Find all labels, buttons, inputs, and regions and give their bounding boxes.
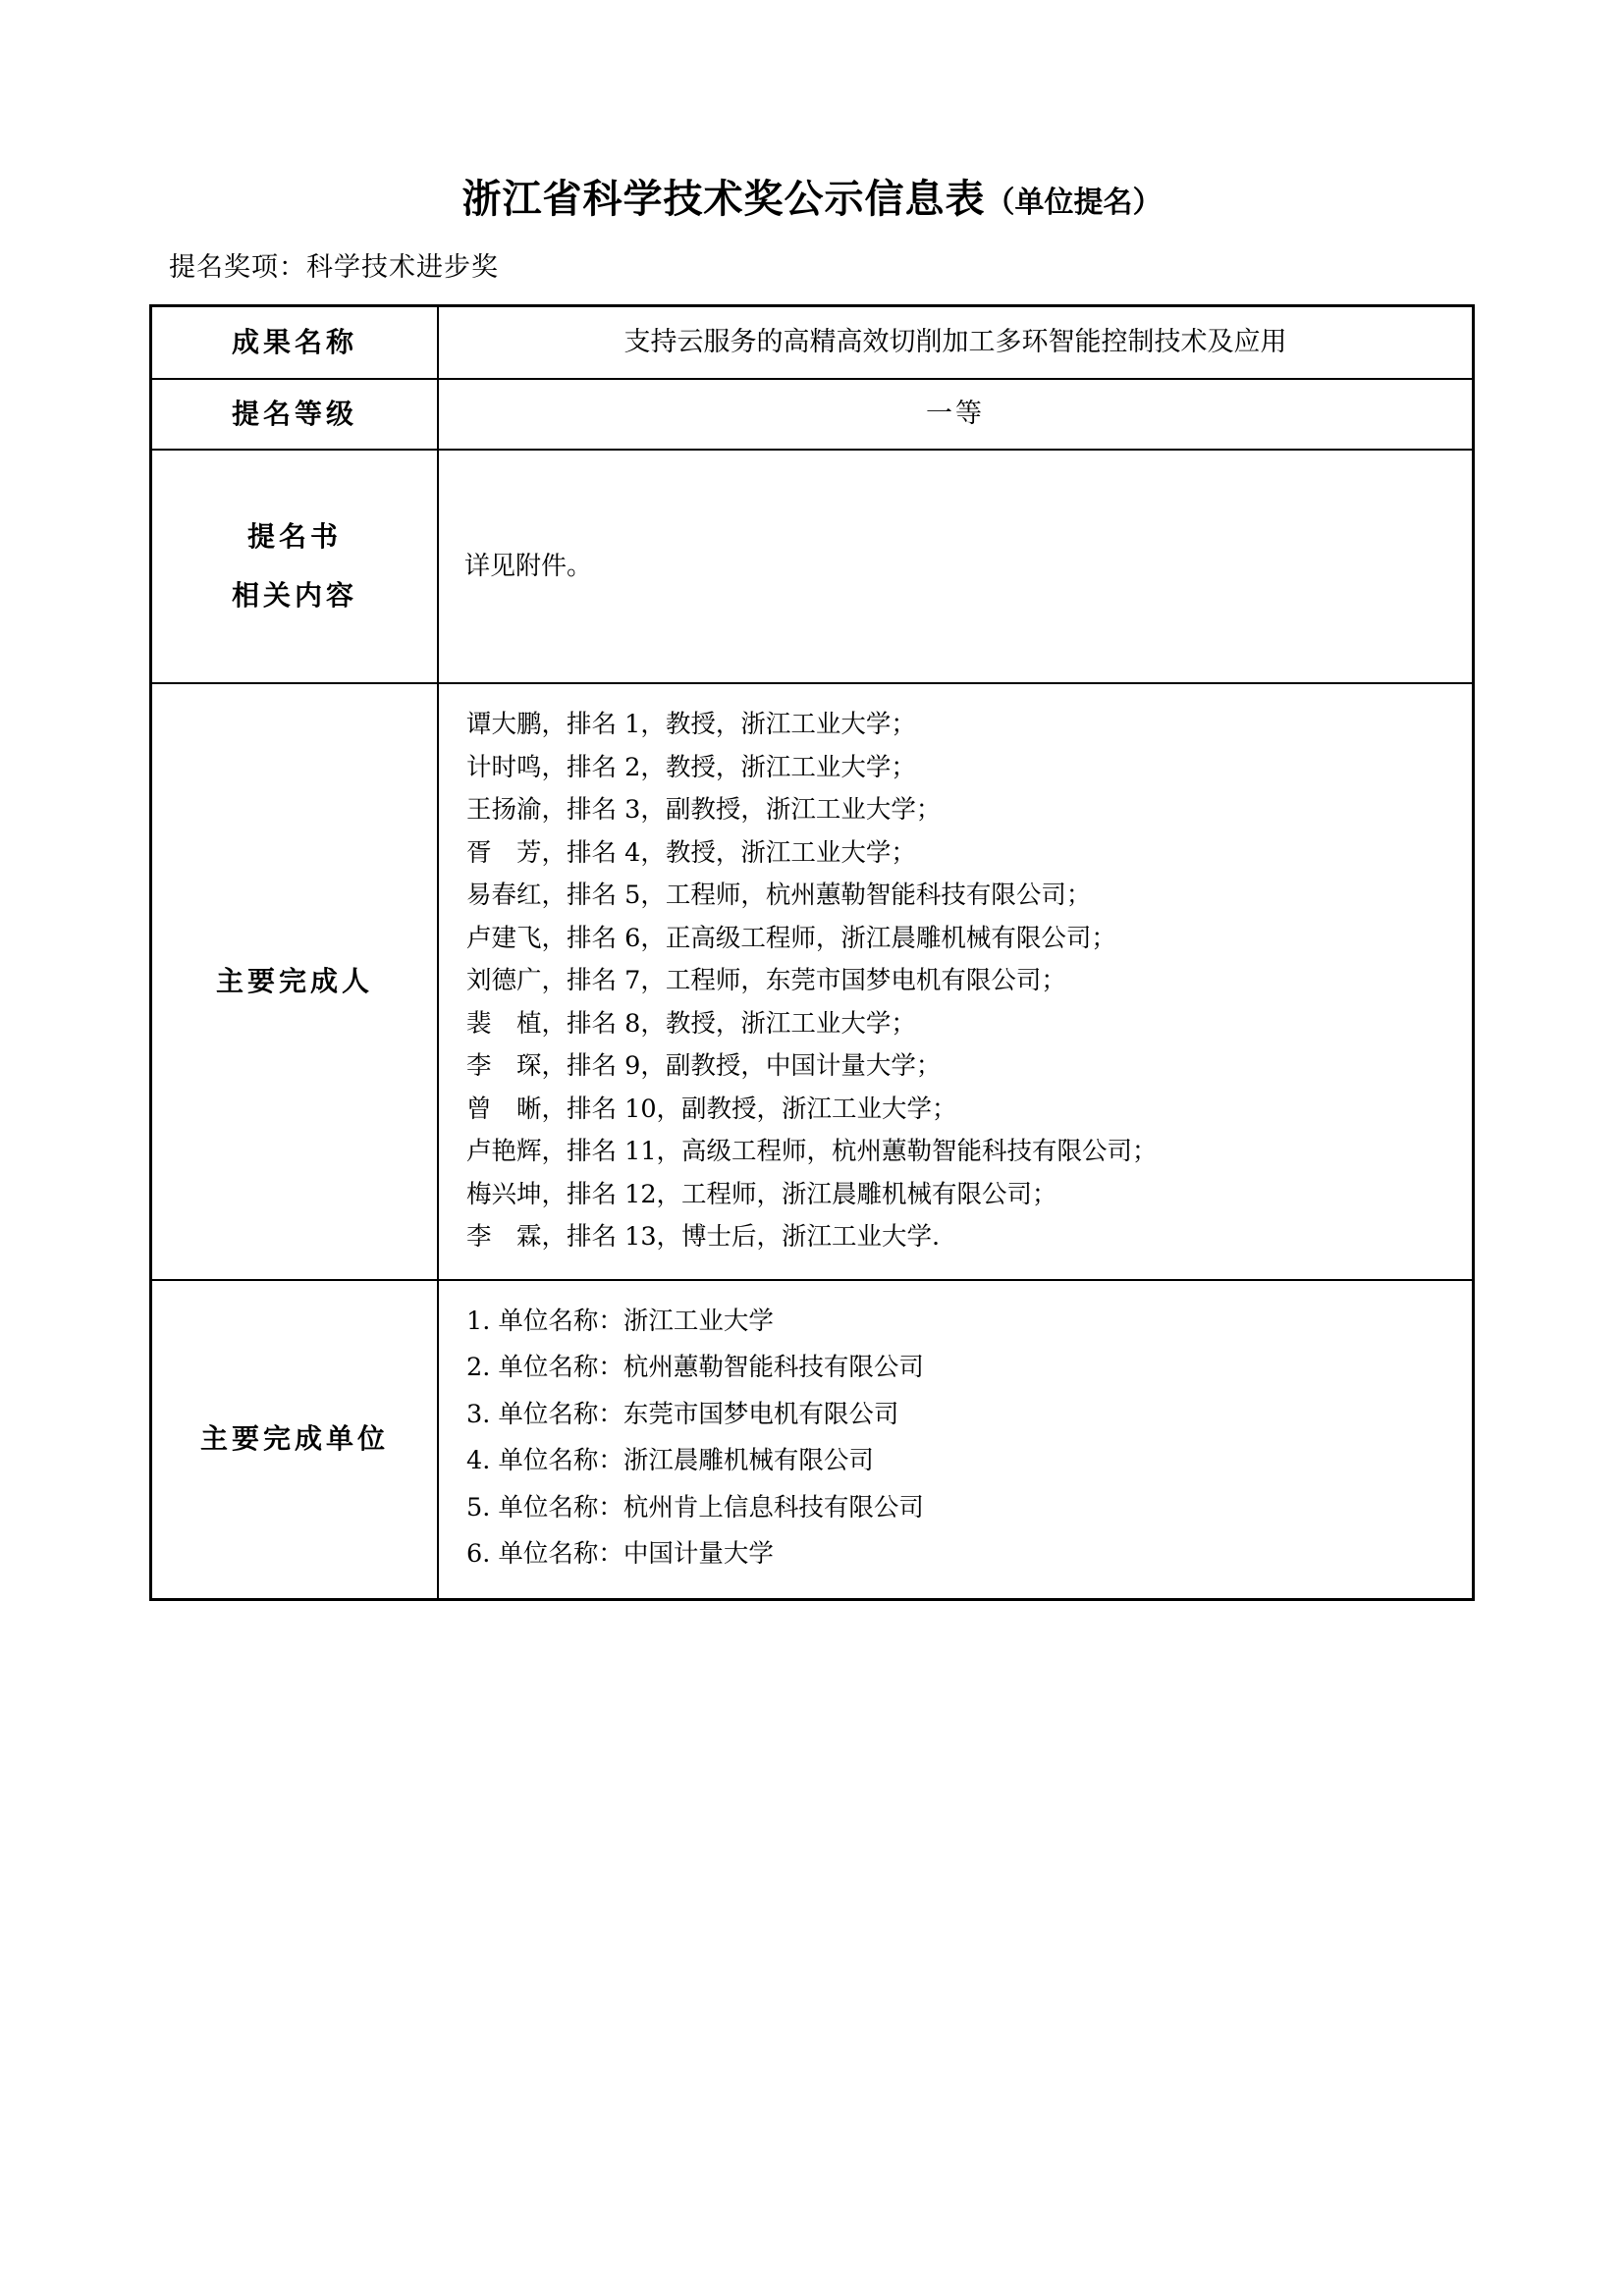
list-item: 谭大鹏，排名 1，教授，浙江工业大学； <box>466 710 916 740</box>
value-nomination-grade: 一等 <box>438 379 1474 450</box>
list-item: 1. 单位名称：浙江工业大学 <box>466 1306 774 1336</box>
list-item: 4. 单位名称：浙江晨雕机械有限公司 <box>466 1446 874 1476</box>
table-row-main-organizations <box>151 1280 1474 1600</box>
page-title <box>0 0 1624 224</box>
list-item: 李 琛，排名 9，副教授，中国计量大学； <box>466 1051 942 1082</box>
label-main-organizations: 主要完成单位 <box>151 1280 439 1600</box>
label-nomination-document-line2: 相关内容 <box>231 579 357 613</box>
page-title-sub: （单位提名） <box>985 186 1163 220</box>
organization-list <box>466 1299 1448 1578</box>
table-row-nomination-grade <box>151 379 1474 450</box>
list-item: 刘德广，排名 7，工程师，东莞市国梦电机有限公司； <box>466 966 1066 996</box>
list-item: 计时鸣，排名 2，教授，浙江工业大学； <box>466 752 916 782</box>
list-item: 易春红，排名 5，工程师，杭州蕙勒智能科技有限公司； <box>466 881 1092 911</box>
publicity-info-table <box>149 304 1475 1601</box>
contributor-list <box>466 704 1448 1259</box>
value-main-organizations <box>438 1280 1474 1600</box>
list-item: 卢艳辉，排名 11，高级工程师，杭州蕙勒智能科技有限公司； <box>466 1137 1158 1167</box>
list-item: 胥 芳，排名 4，教授，浙江工业大学； <box>466 837 916 868</box>
list-item: 5. 单位名称：杭州肯上信息科技有限公司 <box>466 1492 924 1522</box>
list-item: 王扬渝，排名 3，副教授，浙江工业大学； <box>466 795 942 826</box>
value-main-contributors <box>438 683 1474 1280</box>
list-item: 李 霖，排名 13，博士后，浙江工业大学. <box>466 1222 941 1253</box>
label-nomination-document-line1: 提名书 <box>246 519 342 553</box>
table-row-achievement-name <box>151 305 1474 379</box>
list-item: 3. 单位名称：东莞市国梦电机有限公司 <box>466 1399 899 1429</box>
award-category-line: 提名奖项：科学技术进步奖 <box>169 252 499 283</box>
list-item: 梅兴坤，排名 12，工程师，浙江晨雕机械有限公司； <box>466 1179 1057 1209</box>
list-item: 卢建飞，排名 6，正高级工程师，浙江晨雕机械有限公司； <box>466 923 1116 953</box>
value-achievement-name: 支持云服务的高精高效切削加工多环智能控制技术及应用 <box>438 305 1474 379</box>
value-nomination-document: 详见附件。 <box>438 450 1474 683</box>
list-item: 2. 单位名称：杭州蕙勒智能科技有限公司 <box>466 1353 924 1383</box>
label-main-contributors: 主要完成人 <box>151 683 439 1280</box>
list-item: 6. 单位名称：中国计量大学 <box>466 1539 774 1570</box>
page-title-main: 浙江省科学技术奖公示信息表 <box>461 176 986 222</box>
label-nomination-grade: 提名等级 <box>151 379 439 450</box>
table-row-main-contributors <box>151 683 1474 1280</box>
label-nomination-document <box>151 450 439 683</box>
label-achievement-name: 成果名称 <box>151 305 439 379</box>
table-row-nomination-document <box>151 450 1474 683</box>
form-container <box>0 287 1624 1601</box>
list-item: 裴 植，排名 8，教授，浙江工业大学； <box>466 1008 916 1039</box>
list-item: 曾 晰，排名 10，副教授，浙江工业大学； <box>466 1094 957 1124</box>
